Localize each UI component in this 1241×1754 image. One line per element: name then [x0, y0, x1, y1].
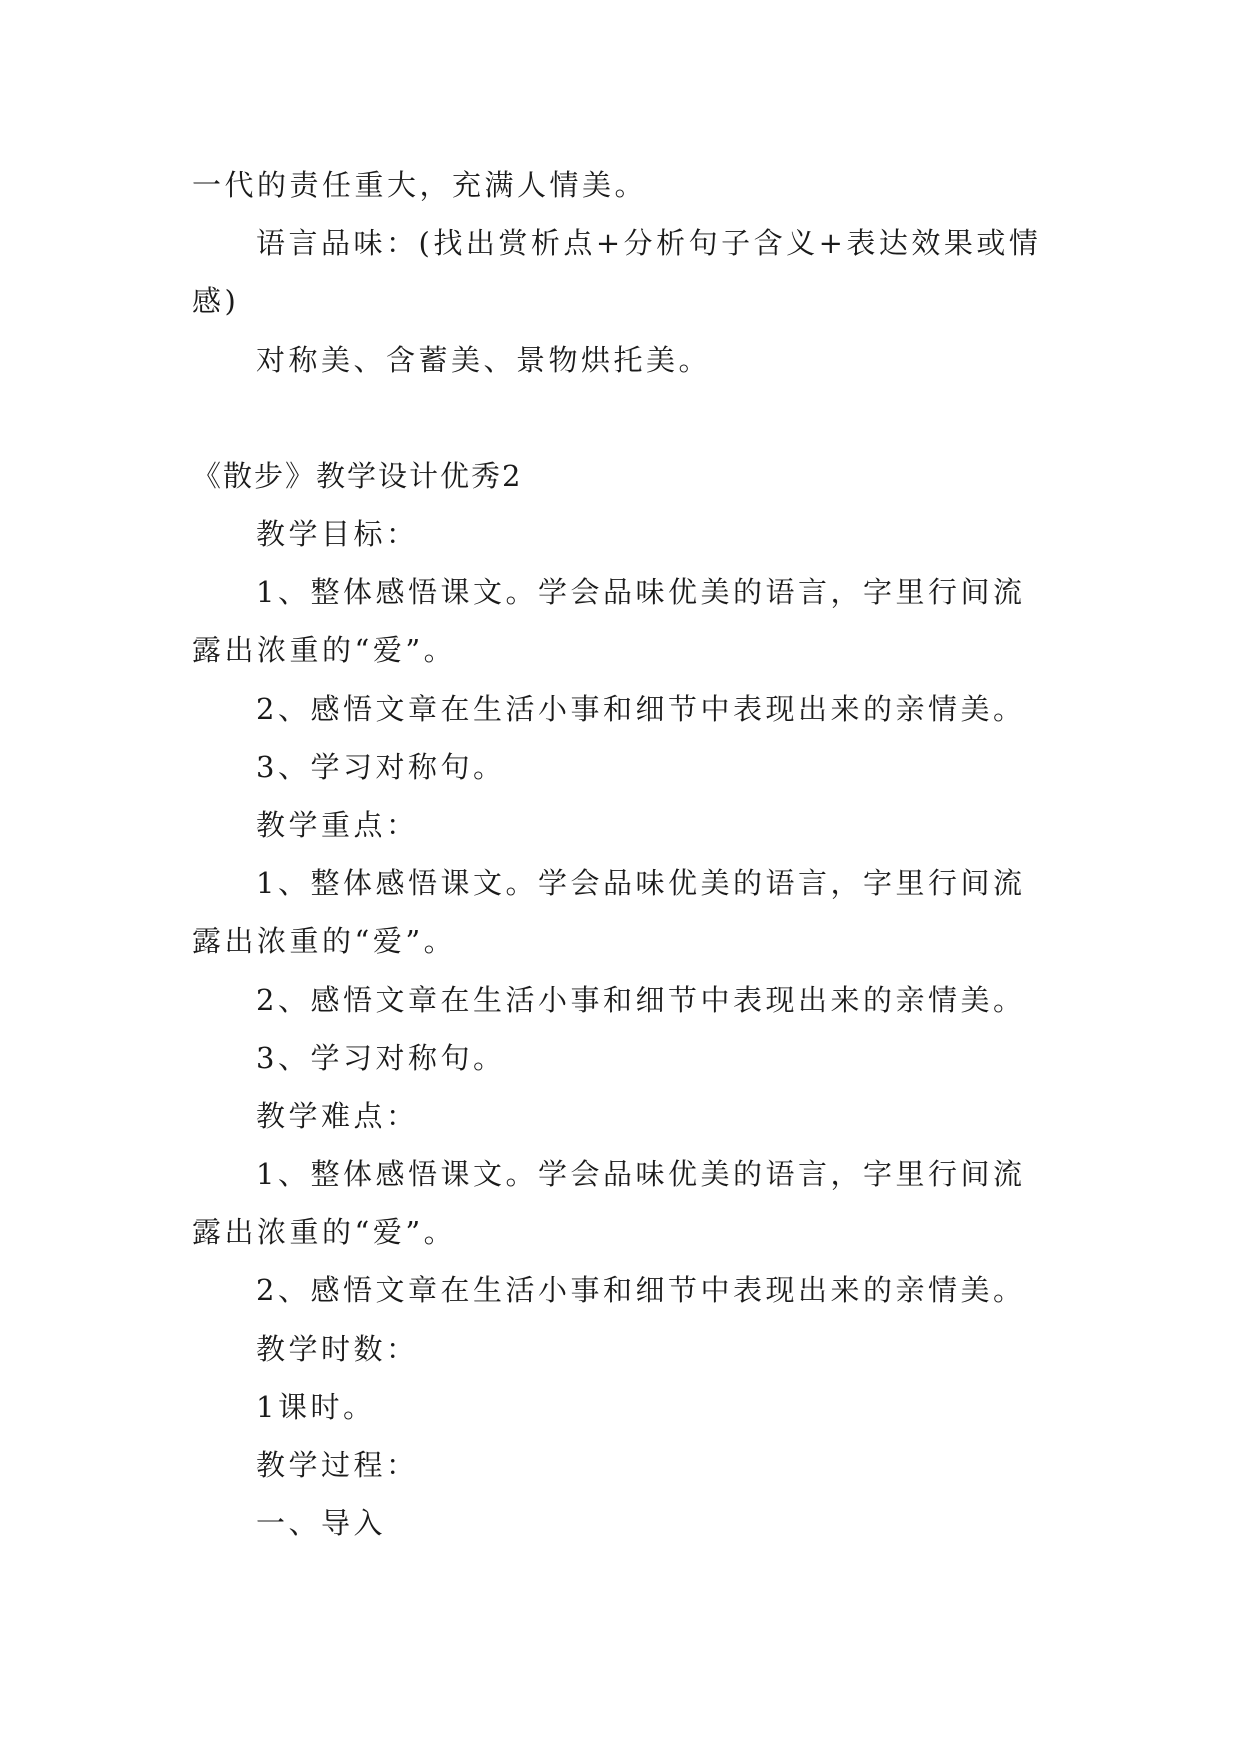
paragraph-line: 露出浓重的“爱”。	[192, 633, 457, 667]
list-item: 3、学习对称句。	[256, 750, 506, 784]
list-item: 1、整体感悟课文。学会品味优美的语言，字里行间流	[256, 575, 1026, 609]
list-item: 一、导入	[256, 1506, 387, 1540]
paragraph-line: 语言品味：(找出赏析点+分析句子含义+表达效果或情	[256, 226, 1042, 260]
paragraph-line: 对称美、含蓄美、景物烘托美。	[256, 343, 712, 377]
section-title: 《散步》教学设计优秀2	[192, 459, 523, 493]
subheading-class-hours: 教学时数：	[256, 1332, 419, 1366]
paragraph-line: 露出浓重的“爱”。	[192, 1215, 457, 1249]
subheading-objectives: 教学目标：	[256, 517, 419, 551]
paragraph-line: 一代的责任重大，充满人情美。	[192, 168, 648, 202]
paragraph-line: 感)	[192, 284, 240, 318]
list-item: 2、感悟文章在生活小事和细节中表现出来的亲情美。	[256, 1273, 1026, 1307]
list-item: 3、学习对称句。	[256, 1041, 506, 1075]
paragraph-line: 露出浓重的“爱”。	[192, 924, 457, 958]
paragraph-line: 1课时。	[256, 1390, 376, 1424]
list-item: 2、感悟文章在生活小事和细节中表现出来的亲情美。	[256, 983, 1026, 1017]
subheading-difficulties: 教学难点：	[256, 1099, 419, 1133]
list-item: 1、整体感悟课文。学会品味优美的语言，字里行间流	[256, 1157, 1026, 1191]
subheading-process: 教学过程：	[256, 1448, 419, 1482]
subheading-key-points: 教学重点：	[256, 808, 419, 842]
list-item: 1、整体感悟课文。学会品味优美的语言，字里行间流	[256, 866, 1026, 900]
list-item: 2、感悟文章在生活小事和细节中表现出来的亲情美。	[256, 692, 1026, 726]
